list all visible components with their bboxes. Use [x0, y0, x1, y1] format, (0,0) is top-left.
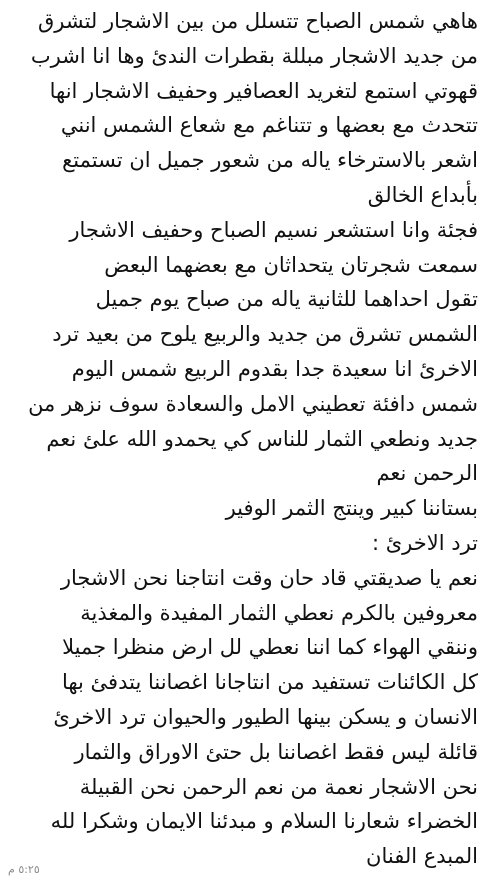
message-line: نحن الاشجار نعمة من نعم الرحمن نحن القبيلة [79, 774, 478, 799]
message-line: وننقي الهواء كما اننا نعطي لل ارض منظرا جميلا [62, 635, 478, 660]
message-line: قائلة ليس فقط اغصاننا بل حتئ الاوراق والثمار [74, 739, 478, 764]
message-line: الشمس تشرق من جديد والربيع يلوح من بعيد ترد [52, 322, 478, 347]
message-line: فجئة وانا استشعر نسيم الصباح وحفيف الاشجار [69, 217, 478, 242]
message-line: الانسان و يسكن بينها الطيور والحيوان ترد الاخرئ [53, 704, 478, 729]
message-line: بأبداع الخالق [367, 182, 478, 207]
message-line: تقول احداهما للثانية ياله من صباح يوم جميل [95, 287, 478, 312]
message-line: اشعر بالاسترخاء ياله من شعور جميل ان تستمتع [62, 148, 478, 173]
message-line: معروفين بالكرم نعطي الثمار المفيدة والمغذية [80, 600, 478, 625]
message-line: سمعت شجرتان يتحداثان مع بعضهما البعض [104, 252, 478, 277]
message-line: هاهي شمس الصباح تتسلل من بين الاشجار لتشرق [37, 9, 478, 33]
message-line: من جديد الاشجار مبللة بقطرات الندئ وها انا اشرب [30, 43, 478, 68]
message-text [10, 4, 478, 874]
message-timestamp: ٥:٢٥ م [8, 863, 40, 876]
message-line: بستاننا كبير وينتج الثمر الوفير [225, 496, 478, 521]
message-line: كل الكائنات تستفيد من انتاجانا اغصاننا يتدفئ بها [61, 670, 478, 695]
message-line: الخضراء شعارنا السلام و مبدئنا الايمان وشكرا لله [50, 809, 478, 834]
message-line: الرحمن نعم [376, 461, 478, 486]
message-line: جديد ونطعي الثمار للناس كي يحمدو الله علئ نعم [46, 426, 478, 451]
message-line: الاخرئ انا سعيدة جدا بقدوم الربيع شمس اليوم [71, 356, 478, 381]
message-line: شمس دافئة تعطيني الامل والسعادة سوف نزهر من [28, 391, 478, 416]
message-line: قهوتي استمع لتغريد العصافير وحفيف الاشجار انها [49, 78, 478, 103]
message-line: المبدع الفنان [366, 844, 478, 869]
message-line: نعم يا صديقتي قاد حان وقت انتاجنا نحن الاشجار [60, 565, 478, 590]
message-line: ترد الاخرئ : [371, 530, 478, 555]
message-line: تتحدث مع بعضها و تتناغم مع شعاع الشمس انني [60, 113, 478, 138]
